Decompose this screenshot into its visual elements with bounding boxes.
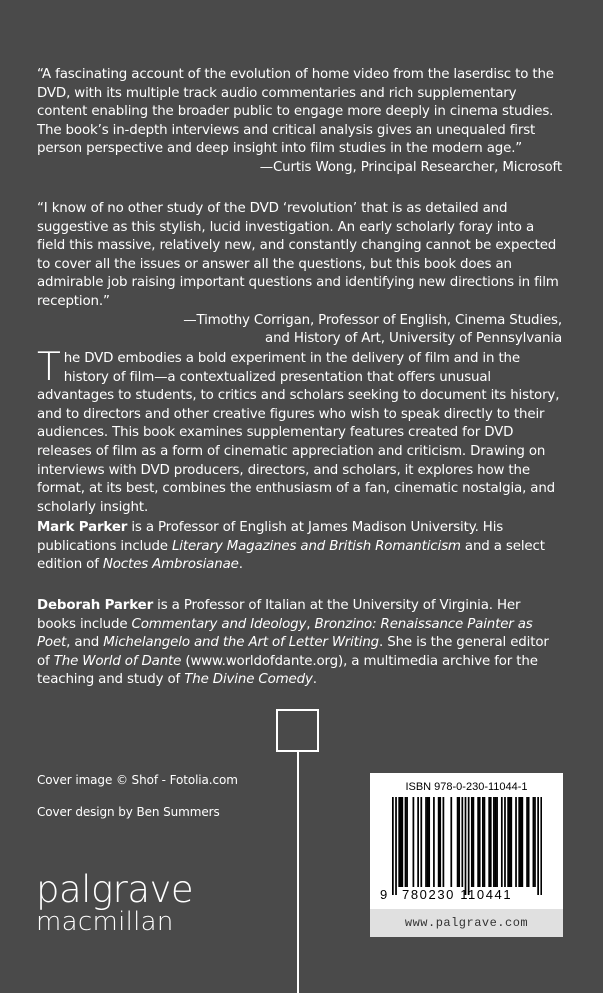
barcode-bar [533, 797, 535, 887]
endorsement-quote-1 [37, 66, 562, 178]
barcode-bar [425, 797, 427, 887]
barcode-bar [518, 797, 520, 887]
barcode-bar [471, 797, 473, 887]
quote-text: “I know of no other study of the DVD ‘revolution’ that is as detailed and suggestive as this stylish, lucid investigation. An early scholarly foray into a field this massive, relatively new, and constantly changing cannot be expected to cover all the issues or answer all the questions, but this book does an admirable job raising important questions and identifying new directions in film reception.” [37, 201, 559, 309]
isbn-number: ISBN 978-0-230-11044-1 [405, 781, 528, 793]
publisher-website: www.palgrave.com [370, 909, 563, 937]
barcode-bar [417, 797, 419, 887]
book-title: Michelangelo and the Art of Letter Writing [103, 635, 380, 651]
barcode-bar [420, 797, 422, 887]
book-title: Bronzino: Renaissance Painter as Poet [37, 616, 533, 651]
barcode-bar [443, 797, 445, 887]
barcode-bar [521, 797, 523, 887]
decorative-vertical-line [297, 752, 299, 993]
isbn-barcode-block [370, 773, 563, 937]
barcode-bar [401, 797, 403, 887]
bio-text: , [306, 616, 315, 632]
book-title: Noctes Ambrosianae [102, 557, 239, 573]
bio-text: (www.worldofdante.org), a multimedia archive for the teaching and study of [37, 653, 538, 688]
barcode-bar [501, 797, 503, 887]
barcode-bar [392, 797, 394, 895]
barcode-bar [504, 797, 506, 887]
barcode-bar [457, 797, 459, 887]
barcode-bar [534, 797, 536, 887]
barcode-bar [477, 797, 479, 887]
bio-text: is a Professor of Italian at the University of Virginia. Her books include [37, 598, 521, 632]
book-title: Literary Magazines and British Romanticism [172, 538, 461, 554]
barcode-bar [465, 797, 467, 895]
barcode-bar [515, 797, 517, 887]
publisher-logo [36, 868, 194, 937]
barcode-bar [488, 797, 490, 887]
book-description [37, 345, 562, 517]
barcode-bar [405, 797, 407, 887]
barcode-bar [438, 797, 440, 887]
book-title: Commentary and Ideology [131, 616, 307, 632]
barcode-bar [495, 797, 497, 887]
quote-attribution-line-2: and History of Art, University of Pennsylvania [265, 331, 562, 347]
barcode-bar [413, 797, 415, 887]
barcode-bar [482, 797, 484, 887]
quote-text: “A fascinating account of the evolution of home video from the laserdisc to the DVD, with its multiple track audio commentaries and rich supplementary content enabling the broader public to engage more deeply in cinema studies. The book’s in-depth interviews and critical analysis gives an unequaled first person perspective and deep insight into film studies in the modern age.” [37, 67, 554, 157]
barcode-bar [427, 797, 429, 887]
barcode-bar [473, 797, 475, 887]
barcode-bar [433, 797, 435, 887]
quote-attribution: —Curtis Wong, Principal Researcher, Microsoft [259, 159, 562, 175]
barcode-bar [496, 797, 498, 887]
bio-text: and a select edition of [37, 538, 545, 573]
quote-attribution-line-1: —Timothy Corrigan, Professor of English, Cinema Studies, [183, 312, 562, 328]
author-bio-deborah-parker [37, 597, 562, 690]
barcode-bar [400, 797, 402, 887]
barcode-bar [428, 797, 430, 887]
barcode-bar [398, 797, 400, 887]
bio-text: . [312, 672, 317, 688]
barcode-bar [479, 797, 481, 887]
barcode-bar [520, 797, 522, 887]
barcode-bar [537, 797, 539, 895]
book-title: The Divine Comedy [184, 672, 313, 688]
barcode-bar [510, 797, 512, 887]
barcode-bar [406, 797, 408, 887]
barcode-bar [493, 797, 495, 887]
barcode-bar [540, 797, 542, 895]
barcode-bar [507, 797, 509, 887]
barcode-bar [395, 797, 397, 895]
ean-digits: 780230 110441 [402, 887, 513, 902]
barcode-bar [439, 797, 441, 887]
bio-text: . She is the general editor of [37, 635, 549, 669]
endorsement-quote-2 [37, 200, 562, 349]
barcode-bar [458, 797, 460, 887]
barcode-bar [526, 797, 528, 887]
cover-image-credit: Cover image © Shof - Fotolia.com [37, 773, 238, 787]
publisher-logo-line-2: macmillan [36, 907, 174, 937]
book-title: The World of Dante [53, 653, 182, 669]
bio-text: is a Professor of English at James Madison University. His publications include [37, 520, 504, 554]
barcode-bar [468, 797, 470, 895]
barcode-bar [461, 797, 463, 887]
barcode-bar [509, 797, 511, 887]
bio-text: , and [66, 635, 104, 651]
author-bio-mark-parker [37, 519, 562, 575]
drop-cap: T [37, 345, 61, 390]
cover-design-credit: Cover design by Ben Summers [37, 805, 220, 819]
ean-first-digit: 9 [380, 887, 388, 902]
bio-text: . [238, 557, 243, 573]
decorative-square-mark [276, 709, 319, 752]
barcode-bar [484, 797, 486, 887]
author-name: Deborah Parker [37, 598, 154, 613]
barcode-bar [490, 797, 492, 887]
barcode-bar [450, 797, 452, 887]
barcode-graphic [392, 797, 542, 895]
author-name: Mark Parker [37, 520, 128, 535]
barcode-bar [528, 797, 530, 887]
description-text: he DVD embodies a bold experiment in the delivery of film and in the history of film—a contextualized presentation that offers unusual advantages to students, to critics and scholars seeking to document its history, and to directors and other creative figures who wish to speak directly to their audiences. This book examines supplementary features created for DVD releases of film as a form of cinematic appreciation and criticism. Drawing on interviews with DVD producers, directors, and scholars, it explores how the format, at its best, combines the enthusiasm of a fan, cinematic nostalgia, and scholarly insight. [37, 351, 560, 515]
publisher-logo-line-1: palgrave [36, 868, 194, 911]
